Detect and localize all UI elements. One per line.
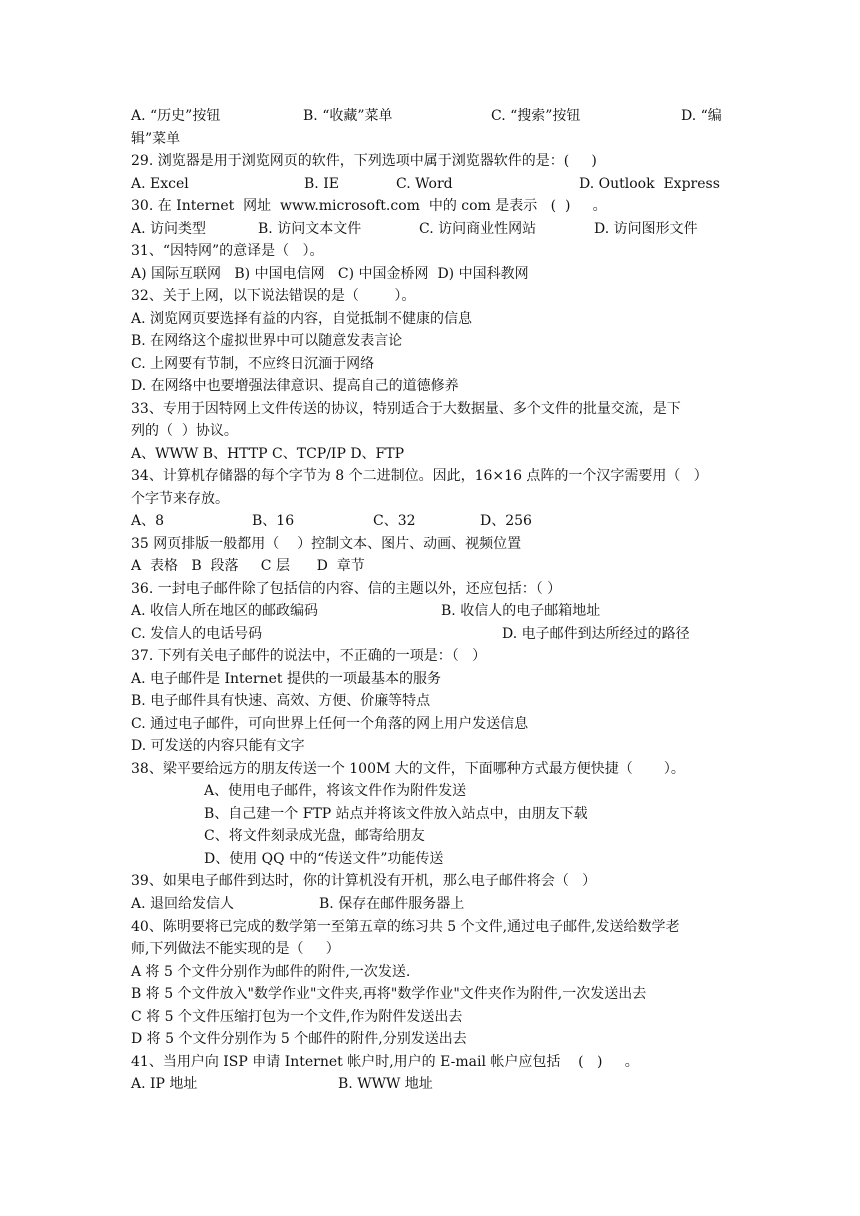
text-line: 辑”菜单 (131, 131, 181, 147)
option-b: B、16 (252, 513, 295, 529)
option-c: C、将文件刻录成光盘，邮寄给朋友 (204, 828, 425, 844)
text-line: 师,下列做法不能实现的是（ ） (131, 941, 340, 957)
option-a: A. 收信人所在地区的邮政编码 (131, 603, 319, 619)
option-d: D 将 5 个文件分别作为 5 个邮件的附件,分别发送出去 (131, 1031, 467, 1047)
question-33: 33、专用于因特网上文件传送的协议，特别适合于大数据量、多个文件的批量交流，是下 (131, 401, 681, 417)
text-line: 个字节来存放。 (131, 491, 229, 507)
option-a: A. 电子邮件是 Internet 提供的一项最基本的服务 (131, 671, 441, 687)
answer-options-line (131, 624, 690, 644)
option-c: C. 通过电子邮件，可向世界上任何一个角落的网上用户发送信息 (131, 716, 529, 732)
answer-options-line (131, 1074, 433, 1094)
question-29: 29. 浏览器是用于浏览网页的软件，下列选项中属于浏览器软件的是：( ) (131, 153, 597, 169)
option-c: C. 发信人的电话号码 (131, 626, 263, 642)
option-c: C 将 5 个文件压缩打包为一个文件,作为附件发送出去 (131, 1009, 463, 1025)
option-a: A. 访问类型 (131, 221, 207, 237)
option-a: A、使用电子邮件，将该文件作为附件发送 (204, 783, 467, 799)
question-35: 35 网页排版一般都用（ ）控制文本、图片、动画、视频位置 (131, 536, 522, 552)
option-b: B. 收信人的电子邮箱地址 (441, 603, 601, 619)
question-30: 30. 在 Internet 网址 www.microsoft.com 中的 com 是表示 ( ) 。 (131, 198, 607, 214)
option-d: D. “编 (681, 108, 722, 124)
option-d: D、256 (480, 513, 532, 529)
answer-options-line: A) 国际互联网 B) 中国电信网 C) 中国金桥网 D) 中国科教网 (131, 266, 529, 282)
option-a: A. 浏览网页要选择有益的内容，自觉抵制不健康的信息 (131, 311, 473, 327)
question-41: 41、当用户向 ISP 申请 Internet 帐户时,用户的 E-mail 帐户应包括 ( ) 。 (131, 1054, 639, 1070)
option-a: A. Excel (131, 176, 189, 192)
option-a: A. “历史”按钮 (131, 108, 221, 124)
option-a: A、8 (131, 513, 165, 529)
option-a: A. 退回给发信人 (131, 896, 235, 912)
answer-options-line (131, 601, 601, 621)
option-d: D. 电子邮件到达所经过的路径 (502, 626, 690, 642)
option-d: D. Outlook Express (579, 176, 720, 192)
answer-options-line (131, 894, 465, 914)
option-d: D. 可发送的内容只能有文字 (131, 738, 305, 754)
option-b: B. IE (304, 176, 339, 192)
option-b: B. WWW 地址 (338, 1076, 433, 1092)
option-c: C. “搜索”按钮 (491, 108, 581, 124)
question-38: 38、梁平要给远方的朋友传送一个 100M 大的文件，下面哪种方式最方便快捷（ ）。 (131, 761, 685, 777)
question-40: 40、陈明要将已完成的数学第一至第五章的练习共 5 个文件,通过电子邮件,发送给数学老 (131, 919, 680, 935)
option-c: C. 访问商业性网站 (419, 221, 537, 237)
text-line: 列的（ ）协议。 (131, 423, 238, 439)
answer-options-line (131, 106, 722, 126)
option-b: B. 保存在邮件服务器上 (319, 896, 465, 912)
answer-options-line (131, 174, 720, 194)
question-32: 32、关于上网，以下说法错误的是（ ）。 (131, 288, 416, 304)
answer-options-line (131, 511, 532, 531)
option-c: C、32 (373, 513, 416, 529)
question-37: 37. 下列有关电子邮件的说法中，不正确的一项是：（ ） (131, 648, 487, 664)
question-31: 31、“因特网”的意译是（ ）。 (131, 243, 324, 259)
option-b: B. 访问文本文件 (258, 221, 362, 237)
option-d: D、使用 QQ 中的“传送文件”功能传送 (204, 851, 444, 867)
option-a: A. IP 地址 (131, 1076, 198, 1092)
option-c: C. 上网要有节制，不应终日沉湎于网络 (131, 356, 375, 372)
answer-options-line: A、WWW B、HTTP C、TCP/IP D、FTP (131, 446, 405, 462)
option-d: D. 访问图形文件 (594, 221, 698, 237)
option-b: B. 在网络这个虚拟世界中可以随意发表言论 (131, 333, 403, 349)
answer-options-line: A 表格 B 段落 C 层 D 章节 (131, 558, 365, 574)
option-c: C. Word (396, 176, 453, 192)
option-b: B 将 5 个文件放入"数学作业"文件夹,再将"数学作业"文件夹作为附件,一次发送出去 (131, 986, 647, 1002)
option-b: B、自己建一个 FTP 站点并将该文件放入站点中，由朋友下载 (204, 806, 588, 822)
option-b: B. 电子邮件具有快速、高效、方便、价廉等特点 (131, 693, 431, 709)
option-b: B. “收藏”菜单 (303, 108, 393, 124)
option-a: A 将 5 个文件分别作为邮件的附件,一次发送. (131, 964, 411, 980)
question-34: 34、计算机存储器的每个字节为 8 个二进制位。因此，16×16 点阵的一个汉字需要用（ ） (131, 468, 708, 484)
answer-options-line (131, 219, 698, 239)
question-36: 36. 一封电子邮件除了包括信的内容、信的主题以外，还应包括：（ ） (131, 581, 562, 597)
option-d: D. 在网络中也要增强法律意识、提高自己的道德修养 (131, 378, 459, 394)
question-39: 39、如果电子邮件到达时，你的计算机没有开机，那么电子邮件将会（ ） (131, 873, 597, 889)
